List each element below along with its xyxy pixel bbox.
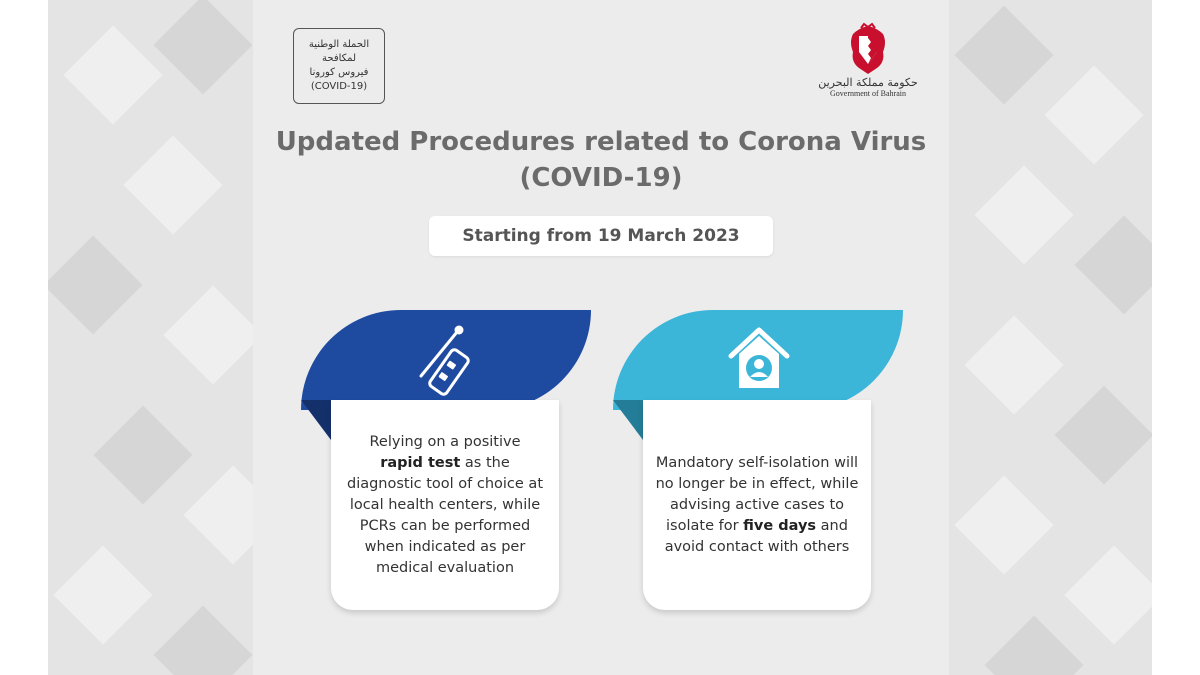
title-line-2: (COVID-19) [519, 163, 683, 193]
campaign-logo [293, 28, 385, 104]
card-body [331, 400, 559, 610]
card-text-intro: Mandatory self-isolation will no longer be in effect, while advising active cases to isolate for [655, 454, 859, 534]
bahrain-emblem-icon [847, 22, 889, 76]
card-fold [613, 400, 643, 440]
title-line-1: Updated Procedures related to Corona Virus [275, 127, 927, 157]
background-pattern-left [48, 0, 253, 675]
campaign-logo-line-2: لمكافحة [322, 53, 356, 64]
government-logo-arabic: حكومة مملكة البحرين [818, 76, 918, 89]
government-logo [813, 22, 923, 112]
card-text-rest: as the diagnostic tool of choice at local health centers, while PCRs can be performed when indicated as per medical evaluation [346, 454, 544, 576]
background-pattern-right [949, 0, 1152, 675]
campaign-logo-line-3: فيروس كورونا [309, 67, 369, 78]
card-text [341, 432, 549, 579]
campaign-logo-line-1: الحملة الوطنية [308, 39, 370, 50]
home-isolation-icon [721, 320, 797, 396]
rapid-test-card [301, 310, 591, 610]
announcement-poster [253, 0, 949, 675]
card-text [653, 453, 861, 558]
campaign-logo-line-4: (COVID-19) [310, 81, 368, 92]
card-fold [301, 400, 331, 440]
date-badge: Starting from 19 March 2023 [429, 216, 773, 256]
card-text-highlight: rapid test [380, 454, 461, 471]
card-text-rest: and avoid contact with others [664, 517, 850, 555]
page-title [253, 124, 949, 196]
rapid-test-icon [409, 322, 485, 398]
self-isolation-card [613, 310, 903, 610]
card-text-highlight: five days [743, 517, 817, 534]
card-body [643, 400, 871, 610]
government-logo-english: Government of Bahrain [830, 89, 906, 98]
card-text-intro: Relying on a positive [369, 433, 521, 450]
